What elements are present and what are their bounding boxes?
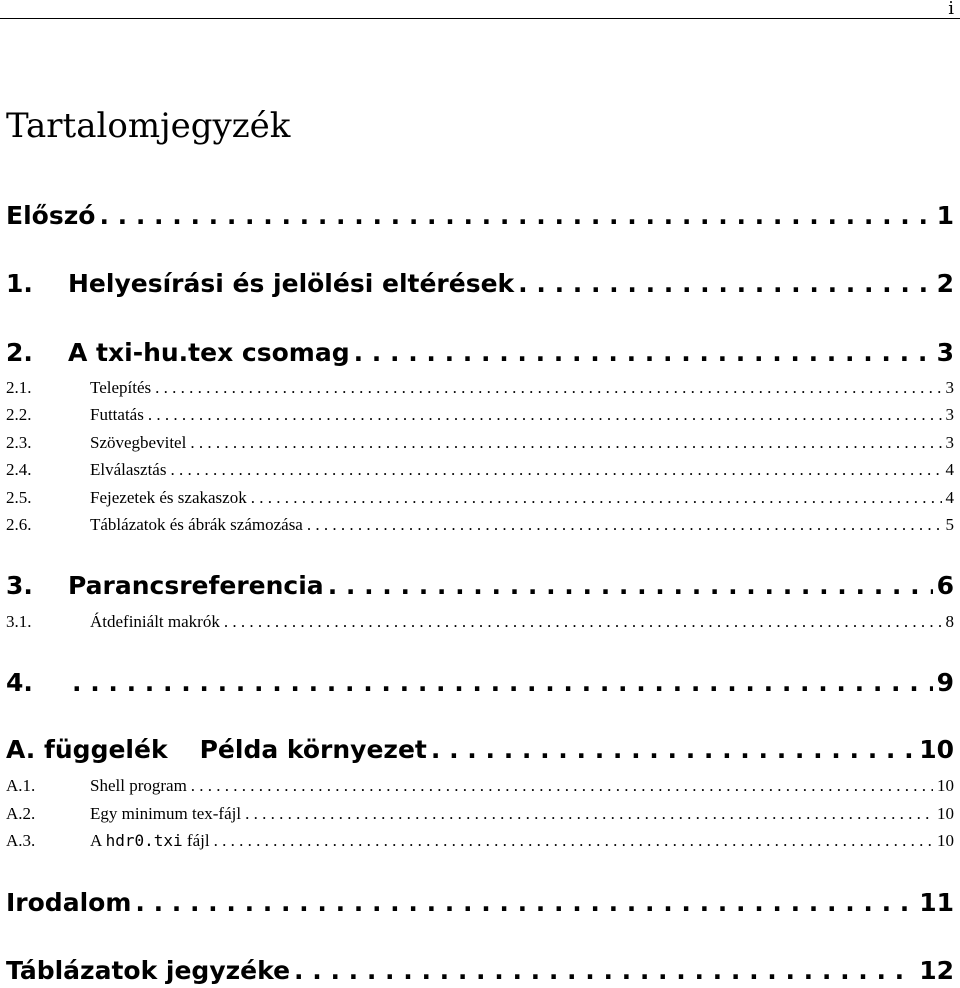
toc-entry-page: 6 <box>936 571 954 600</box>
toc-leader-dots <box>214 831 933 851</box>
toc-title: Tartalomjegyzék <box>6 106 291 146</box>
toc-entry-section-3-1[interactable] <box>6 612 954 632</box>
toc-entry-label: Táblázatok és ábrák számozása <box>90 515 303 534</box>
toc-entry-number: 2. <box>6 338 33 367</box>
toc-leader-dots <box>245 804 933 824</box>
header-page-number: i <box>948 0 954 19</box>
toc-entry-page: 3 <box>945 405 954 424</box>
toc-entry-page: 12 <box>919 956 954 985</box>
toc-leader-dots <box>191 776 933 796</box>
toc-entry-number: 2.5. <box>6 488 32 507</box>
toc-leader-dots <box>431 735 915 764</box>
toc-entry-number: A.3. <box>6 831 36 850</box>
toc-entry-number: 2.1. <box>6 378 32 397</box>
toc-entry-section-2-2[interactable] <box>6 405 954 425</box>
toc-entry-page: 8 <box>945 612 954 631</box>
toc-entry-page: 4 <box>945 488 954 507</box>
toc-leader-dots <box>148 405 942 425</box>
toc-entry-chapter-4[interactable] <box>6 668 954 697</box>
toc-entry-page: 10 <box>937 831 954 850</box>
header-rule <box>0 18 960 19</box>
toc-leader-dots <box>518 269 932 298</box>
toc-entry-bibliography[interactable] <box>6 888 954 917</box>
toc-entry-number: 2.6. <box>6 515 32 534</box>
toc-entry-number: 2.2. <box>6 405 32 424</box>
toc-entry-label: Helyesírási és jelölési eltérések <box>68 269 515 298</box>
toc-entry-label: Táblázatok jegyzéke <box>6 956 291 985</box>
toc-entry-label: Szövegbevitel <box>90 433 187 452</box>
toc-entry-number: 3.1. <box>6 612 32 631</box>
toc-entry-page: 10 <box>937 776 954 795</box>
toc-entry-page: 3 <box>936 338 954 367</box>
toc-entry-page: 3 <box>945 433 954 452</box>
toc-leader-dots <box>170 460 941 480</box>
toc-entry-section-a-1[interactable] <box>6 776 954 796</box>
toc-entry-number: 2.3. <box>6 433 32 452</box>
toc-entry-label: Futtatás <box>90 405 144 424</box>
toc-entry-section-2-3[interactable] <box>6 433 954 453</box>
toc-entry-page: 10 <box>937 804 954 823</box>
toc-leader-dots <box>190 433 941 453</box>
toc-entry-label-suffix: fájl <box>182 831 210 850</box>
toc-leader-dots <box>224 612 942 632</box>
toc-entry-section-2-4[interactable] <box>6 460 954 480</box>
toc-entry-number: A.2. <box>6 804 36 823</box>
toc-entry-page: 1 <box>936 201 954 230</box>
toc-entry-page: 9 <box>936 668 954 697</box>
toc-entry-chapter-1[interactable] <box>6 269 954 298</box>
toc-entry-label: Elválasztás <box>90 460 167 479</box>
toc-entry-label <box>90 831 210 851</box>
toc-entry-page: 5 <box>945 515 954 534</box>
toc-entry-label: Shell program <box>90 776 187 795</box>
toc-entry-label: Átdefiniált makrók <box>90 612 220 631</box>
toc-entry-label: Irodalom <box>6 888 132 917</box>
toc-leader-dots <box>135 888 915 917</box>
toc-leader-dots <box>155 378 941 398</box>
toc-entry-label: Példa környezet <box>199 735 427 764</box>
toc-entry-list-of-tables[interactable] <box>6 956 954 985</box>
toc-entry-chapter-2[interactable] <box>6 338 954 367</box>
toc-entry-label: Parancsreferencia <box>68 571 324 600</box>
toc-entry-label-code: hdr0.txi <box>105 831 183 850</box>
toc-leader-dots <box>354 338 933 367</box>
toc-entry-number: A. függelék <box>6 735 168 764</box>
toc-entry-page: 11 <box>919 888 954 917</box>
toc-entry-number: 1. <box>6 269 33 298</box>
toc-entry-number: 4. <box>6 668 33 697</box>
toc-entry-section-2-5[interactable] <box>6 488 954 508</box>
toc-entry-chapter-3[interactable] <box>6 571 954 600</box>
toc-entry-appendix-a[interactable] <box>6 735 954 764</box>
toc-entry-number: 2.4. <box>6 460 32 479</box>
toc-entry-page: 10 <box>919 735 954 764</box>
toc-leader-dots <box>72 668 933 697</box>
toc-entry-page: 2 <box>936 269 954 298</box>
toc-entry-section-2-6[interactable] <box>6 515 954 535</box>
toc-entry-section-a-3[interactable] <box>6 831 954 851</box>
toc-entry-label: Előszó <box>6 201 96 230</box>
toc-leader-dots <box>294 956 915 985</box>
toc-entry-label: Fejezetek és szakaszok <box>90 488 247 507</box>
toc-entry-page: 4 <box>945 460 954 479</box>
toc-entry-label: Telepítés <box>90 378 152 397</box>
toc-entry-preface[interactable] <box>6 201 954 230</box>
toc-entry-number: A.1. <box>6 776 36 795</box>
toc-leader-dots <box>99 201 932 230</box>
toc-leader-dots <box>307 515 942 535</box>
toc-entry-section-a-2[interactable] <box>6 804 954 824</box>
toc-leader-dots <box>251 488 942 508</box>
toc-entry-label: Egy minimum tex-fájl <box>90 804 242 823</box>
toc-entry-number: 3. <box>6 571 33 600</box>
toc-leader-dots <box>328 571 933 600</box>
toc-entry-section-2-1[interactable] <box>6 378 954 398</box>
toc-entry-label-prefix: A <box>90 831 106 850</box>
toc-entry-label: A txi-hu.tex csomag <box>68 338 350 367</box>
toc-entry-page: 3 <box>945 378 954 397</box>
